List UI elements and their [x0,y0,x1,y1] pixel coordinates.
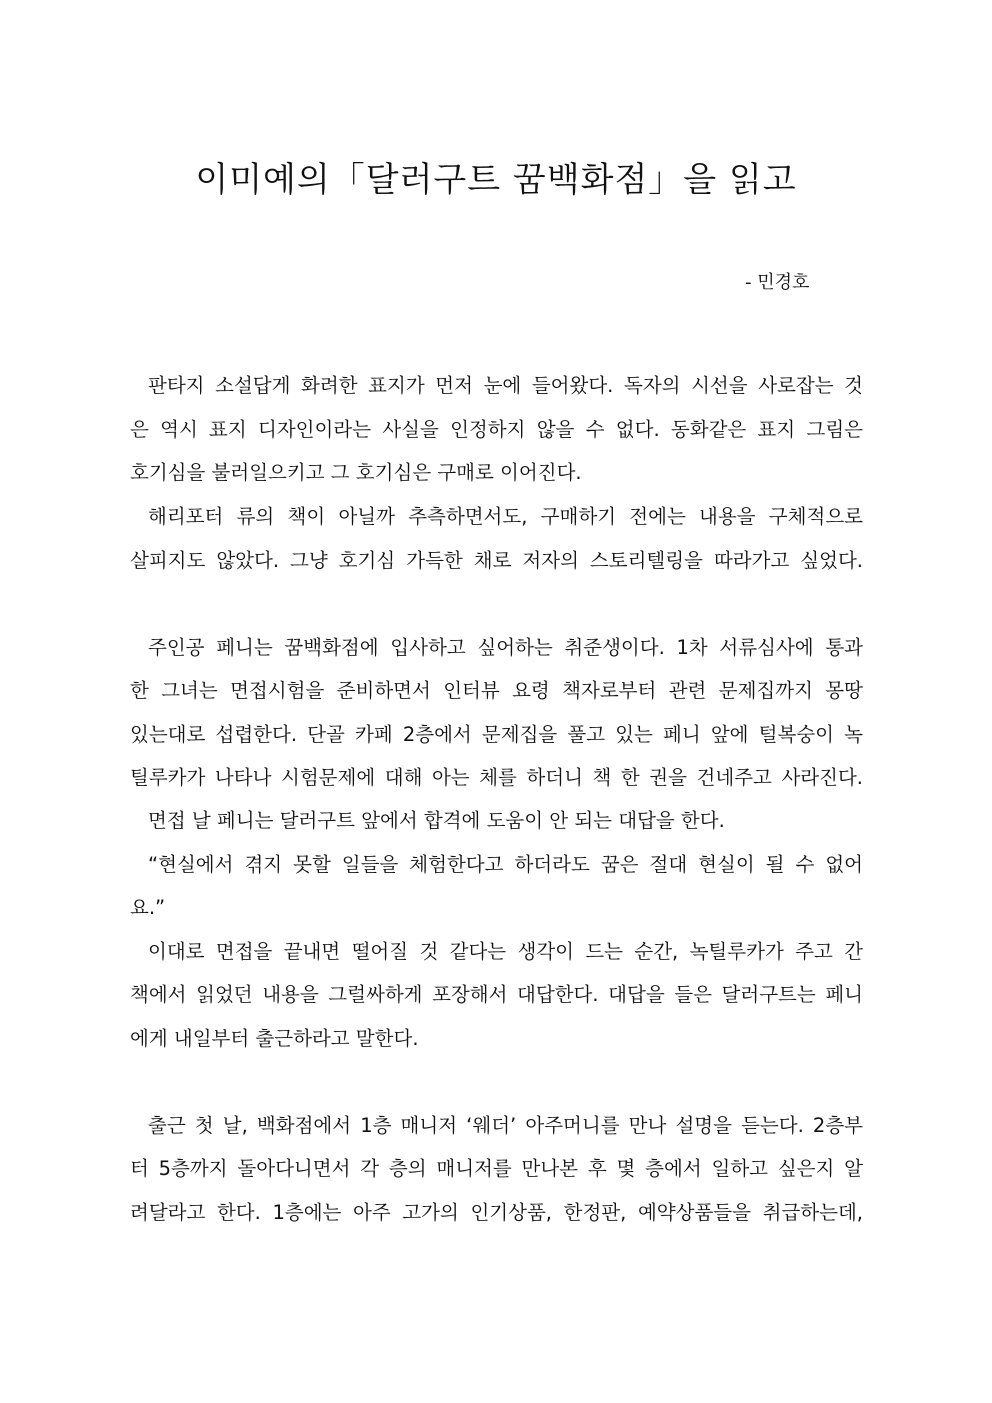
body-text-line: 이대로 면접을 끝내면 떨어질 것 같다는 생각이 드는 순간, 녹틸루카가 주고 간 [148,940,863,963]
author-byline: - 민경호 [745,272,810,293]
body-text-line: 해리포터 류의 책이 아닐까 추측하면서도, 구매하기 전에는 내용을 구체적으로 [148,505,863,528]
body-text-line: 호기심을 불러일으키고 그 호기심은 구매로 이어진다. [130,461,582,484]
body-text-line: 출근 첫 날, 백화점에서 1층 매니저 ‘웨더’ 아주머니를 만나 설명을 듣는다. 2층부 [148,1114,863,1137]
body-text-line: 터 5층까지 돌아다니면서 각 층의 매니저를 만나본 후 몇 층에서 일하고 싶은지 알 [130,1157,863,1180]
body-text-line: 판타지 소설답게 화려한 표지가 먼저 눈에 들어왔다. 독자의 시선을 사로잡는 것 [148,374,863,397]
body-text-line: 주인공 페니는 꿈백화점에 입사하고 싶어하는 취준생이다. 1차 서류심사에 통과 [148,636,863,659]
body-text-line: 책에서 읽었던 내용을 그럴싸하게 포장해서 대답한다. 대답을 들은 달러구트는 페니 [130,983,863,1006]
body-text-line: 요.” [130,896,166,919]
document-title: 이미예의「달러구트 꿈백화점」을 읽고 [195,160,797,200]
body-text-line: 살피지도 않았다. 그냥 호기심 가득한 채로 저자의 스토리텔링을 따라가고 싶었다. [130,549,863,572]
body-text-line: “현실에서 겪지 못할 일들을 체험한다고 하더라도 꿈은 절대 현실이 될 수 없어 [148,853,863,876]
body-text-line: 틸루카가 나타나 시험문제에 대해 아는 체를 하더니 책 한 권을 건네주고 사라진다. [130,766,863,789]
body-text-line: 려달라고 한다. 1층에는 아주 고가의 인기상품, 한정판, 예약상품들을 취급하는데, [130,1201,863,1224]
body-text-line: 은 역시 표지 디자인이라는 사실을 인정하지 않을 수 없다. 동화같은 표지 그림은 [130,418,863,441]
body-text-line: 면접 날 페니는 달러구트 앞에서 합격에 도움이 안 되는 대답을 한다. [148,809,725,832]
body-text-line: 에게 내일부터 출근하라고 말한다. [130,1027,419,1050]
body-text-line: 있는대로 섭렵한다. 단골 카페 2층에서 문제집을 풀고 있는 페니 앞에 털복숭이 녹 [130,723,863,746]
body-text-line: 한 그녀는 면접시험을 준비하면서 인터뷰 요령 책자로부터 관련 문제집까지 몽땅 [130,679,863,702]
